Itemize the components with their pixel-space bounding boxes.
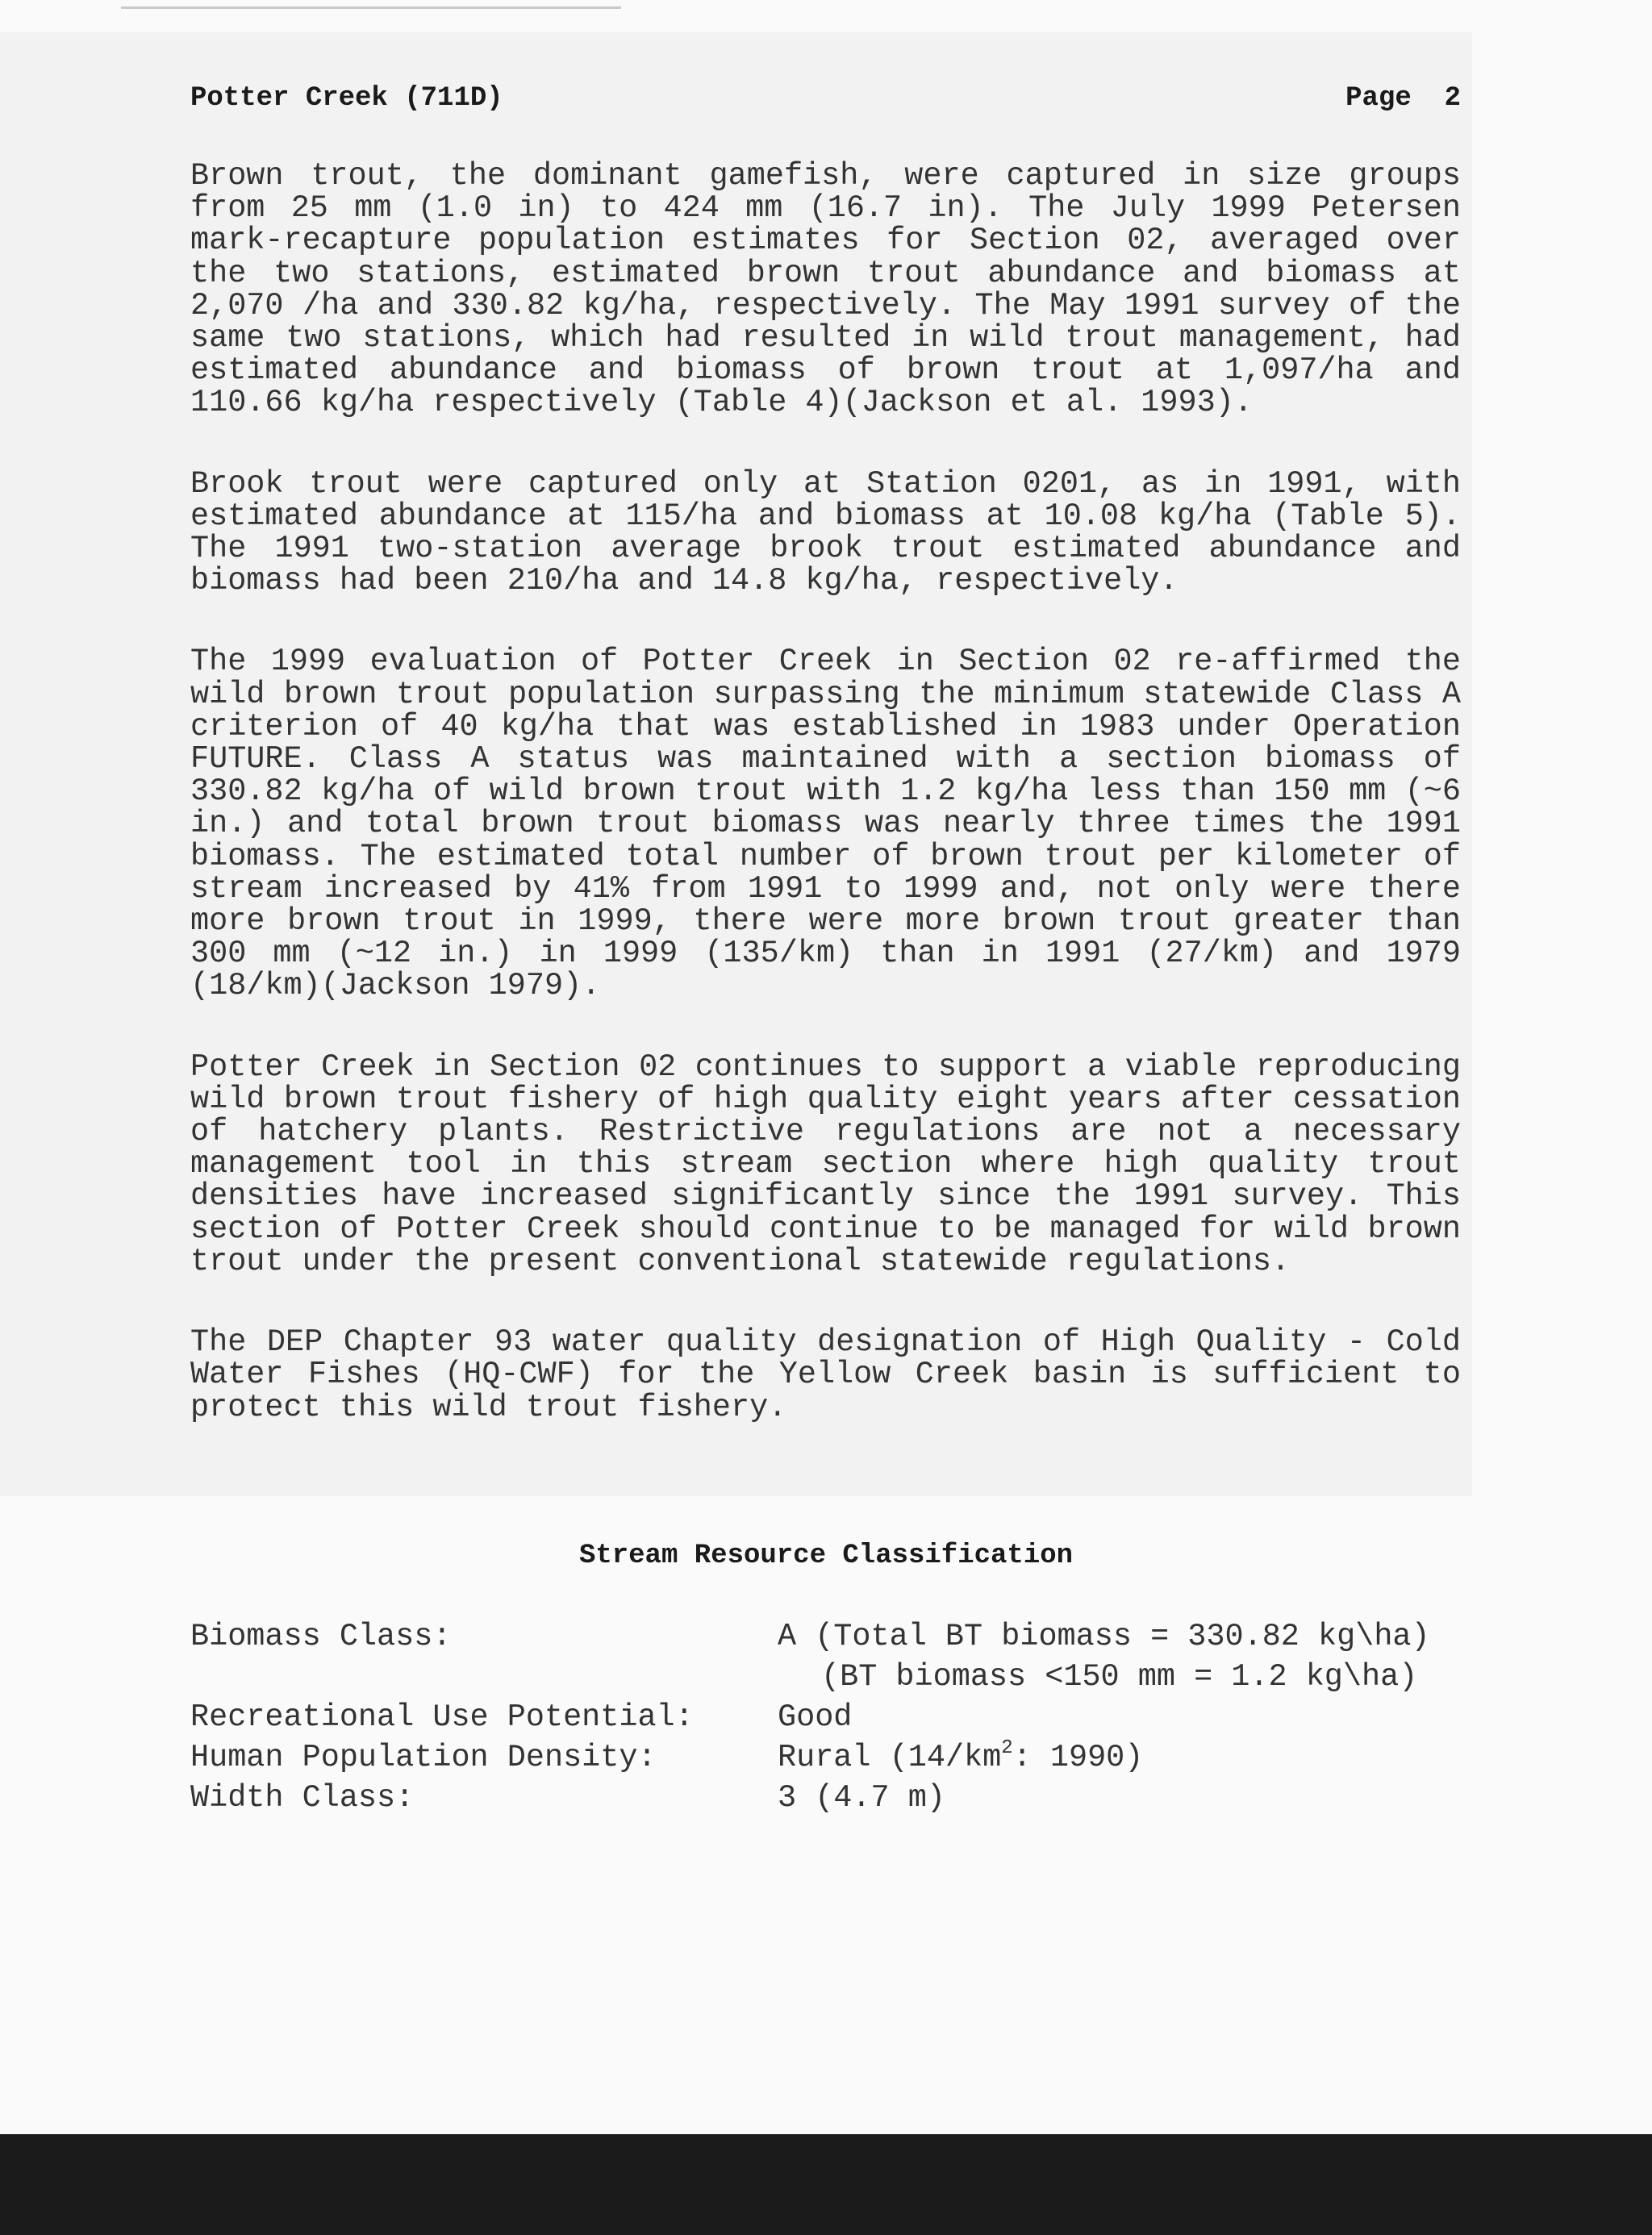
paragraph-brown-trout: Brown trout, the dominant gamefish, were captured in size groups from 25 mm (1.0 in) to 424 mm (16.7 in). The July 1999 Petersen mark-recapture population estimates for Section 02, averaged over the two stations, estimated brown trout abundance and biomass at 2,070 /ha and 330.82 kg/ha, respectively. The May 1991 survey of the same two stations, which had resulted in wild trout management, had estimated abundance and biomass of brown trout at 1,097/ha and 110.66 kg/ha respectively (Table 4)(Jackson et al. 1993). [190, 158, 1461, 421]
classification-table [190, 1616, 1481, 1818]
body-text [190, 160, 1461, 1472]
biomass-class-row [190, 1616, 1481, 1657]
width-class-label: Width Class: [190, 1780, 415, 1816]
document-title: Potter Creek (711D) [190, 83, 503, 114]
paragraph-evaluation: The 1999 evaluation of Potter Creek in Section 02 re-affirmed the wild brown trout population surpassing the minimum statewide Class A criterion of 40 kg/ha that was established in 1983 under Operation FUTURE. Class A status was maintained with a section biomass of 330.82 kg/ha of wild brown trout with 1.2 kg/ha less than 150 mm (~6 in.) and total brown trout biomass was nearly three times the 1991 biomass. The estimated total number of brown trout per kilometer of stream increased by 41% from 1991 to 1999 and, not only were there more brown trout in 1999, there were more brown trout greater than 300 mm (~12 in.) in 1999 (135/km) than in 1991 (27/km) and 1979 (18/km)(Jackson 1979). [190, 644, 1461, 1004]
page-header [190, 79, 1461, 118]
page-label: Page [1345, 83, 1412, 114]
scan-bottom-band [0, 2134, 1652, 2235]
paragraph-water-quality: The DEP Chapter 93 water quality designation of High Quality - Cold Water Fishes (HQ-CWF) for the Yellow Creek basin is sufficient to protect this wild trout fishery. [190, 1324, 1461, 1425]
recreational-use-label: Recreational Use Potential: [190, 1699, 694, 1735]
width-class-row [190, 1778, 1481, 1818]
recreational-use-row [190, 1697, 1481, 1737]
biomass-sub-value: (BT biomass <150 mm = 1.2 kg\ha) [821, 1659, 1418, 1695]
population-density-value [778, 1737, 1143, 1778]
paragraph-management: Potter Creek in Section 02 continues to support a viable reproducing wild brown trout fishery of high quality eight years after cessation of hatchery plants. Restrictive regulations are not a necessary management tool in this stream section where high quality trout densities have increased significantly since the 1991 survey. This section of Potter Creek should continue to be managed for wild brown trout under the present conventional statewide regulations. [190, 1049, 1461, 1279]
biomass-class-value: A (Total BT biomass = 330.82 kg\ha) [778, 1619, 1430, 1654]
superscript-two: 2 [1001, 1737, 1013, 1759]
biomass-sub-row [190, 1657, 1481, 1697]
population-density-value-main: Rural (14/km [778, 1740, 1002, 1775]
population-density-value-year: : 1990) [1012, 1740, 1144, 1775]
classification-title: Stream Resource Classification [578, 1541, 1074, 1571]
scan-edge-line [121, 6, 621, 9]
biomass-class-label: Biomass Class: [190, 1619, 452, 1654]
recreational-use-value: Good [778, 1699, 853, 1735]
page-number: 2 [1444, 83, 1461, 114]
population-density-label: Human Population Density: [190, 1740, 657, 1775]
population-density-row [190, 1737, 1481, 1778]
page-number-label [1345, 79, 1461, 118]
width-class-value: 3 (4.7 m) [778, 1780, 945, 1816]
paragraph-brook-trout: Brook trout were captured only at Station 0201, as in 1991, with estimated abundance at 115/ha and biomass at 10.08 kg/ha (Table 5). The 1991 two-station average brook trout estimated abundance and biomass had been 210/ha and 14.8 kg/ha, respectively. [190, 465, 1461, 599]
